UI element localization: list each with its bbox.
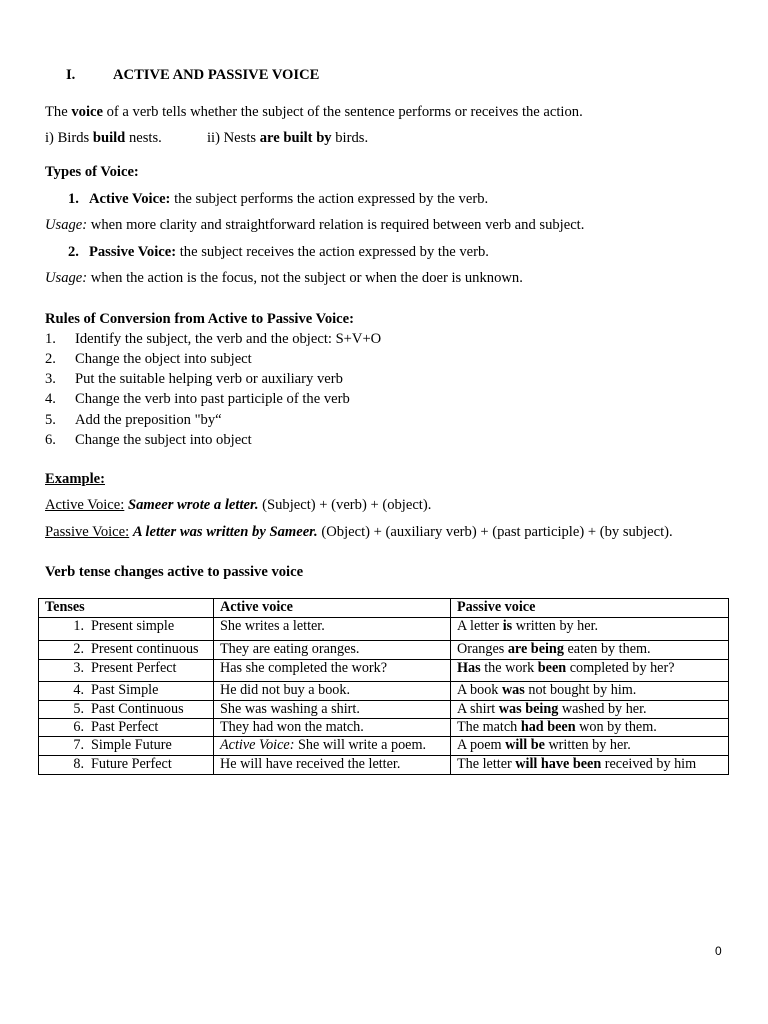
passive-usage-text: when the action is the focus, not the subject or when the doer is unknown. [87, 270, 523, 286]
tense-table [38, 598, 729, 775]
passive-part: A shirt [457, 701, 499, 717]
tense-num: 4. [73, 682, 84, 698]
active-cell-text: She will write a poem. [294, 737, 427, 754]
example-two [207, 130, 368, 148]
active-cell: She writes a letter. [214, 618, 451, 641]
active-cell: She was washing a shirt. [214, 701, 451, 719]
passive-part: washed by her. [558, 701, 647, 717]
example-two-post: birds. [331, 130, 369, 146]
types-heading: Types of Voice: [45, 164, 139, 180]
passive-part: not bought by him. [524, 682, 637, 698]
passive-bold: Has [457, 660, 481, 676]
rule-item [45, 412, 645, 430]
example-active-sentence: Sameer wrote a letter. [127, 497, 259, 513]
rule-item [45, 351, 645, 369]
tense-num: 5. [73, 701, 84, 717]
passive-bold: will have been [515, 756, 602, 773]
passive-part: A poem [457, 737, 506, 754]
passive-cell [451, 641, 729, 660]
example-one [45, 130, 162, 148]
passive-bold: will be [505, 737, 545, 754]
passive-cell [451, 737, 729, 756]
rules-heading: Rules of Conversion from Active to Passive Voice: [45, 311, 354, 327]
header-active-voice: Active voice [214, 599, 451, 618]
example-active-label: Active Voice: [45, 497, 125, 513]
tense-name: Present Perfect [91, 660, 177, 676]
example-active [45, 497, 431, 515]
passive-part: written by her. [544, 737, 631, 754]
passive-usage-label: Usage: [45, 270, 88, 286]
tense-name: Present simple [91, 618, 175, 634]
rule-item [45, 371, 645, 389]
example-two-bold: are built by [259, 130, 332, 146]
passive-part: the work [480, 660, 538, 676]
passive-bold: was being [498, 701, 559, 717]
rule-text: Change the object into subject [75, 351, 252, 367]
tense-cell [39, 660, 214, 682]
example-heading: Example: [45, 471, 105, 487]
passive-part: The match [457, 719, 521, 736]
table-row [39, 756, 729, 775]
passive-cell [451, 660, 729, 682]
rule-num: 3. [45, 371, 56, 387]
rule-item [45, 391, 645, 409]
passive-bold: had been [520, 719, 576, 736]
passive-voice-num: 2. [68, 244, 79, 260]
rule-text: Identify the subject, the verb and the object: S+V+O [75, 331, 382, 347]
example-one-post: nests. [125, 130, 162, 146]
tense-num: 1. [73, 618, 84, 634]
example-one-bold: build [92, 130, 126, 146]
passive-voice-definition [68, 244, 489, 262]
active-voice-num: 1. [68, 191, 79, 207]
header-tenses: Tenses [39, 599, 214, 618]
tense-num: 3. [73, 660, 84, 676]
passive-bold: was [501, 682, 525, 698]
tense-cell [39, 756, 214, 775]
active-voice-text: the subject performs the action expressed by the verb. [170, 191, 489, 207]
tense-name: Simple Future [91, 737, 172, 754]
passive-cell [451, 719, 729, 737]
example-two-pre: ii) Nests [207, 130, 260, 146]
passive-part: eaten by them. [563, 641, 651, 657]
tense-cell [39, 618, 214, 641]
table-row [39, 641, 729, 660]
passive-usage [45, 270, 523, 288]
table-row [39, 701, 729, 719]
passive-bold: are being [507, 641, 564, 657]
rule-num: 1. [45, 331, 56, 347]
table-header-row [39, 599, 729, 618]
intro-bold: voice [71, 104, 103, 120]
rule-item [45, 331, 645, 349]
passive-part: won by them. [575, 719, 657, 736]
example-active-formula: (Subject) + (verb) + (object). [258, 497, 432, 513]
rule-num: 4. [45, 391, 56, 407]
passive-bold: been [537, 660, 567, 676]
passive-part: completed by her? [566, 660, 675, 676]
active-usage-label: Usage: [45, 217, 88, 233]
passive-part: written by her. [512, 618, 599, 634]
active-cell: He will have received the letter. [214, 756, 451, 775]
rule-num: 5. [45, 412, 56, 428]
tense-cell [39, 737, 214, 756]
header-passive-voice: Passive voice [451, 599, 729, 618]
tense-num: 6. [73, 719, 84, 736]
intro-post: of a verb tells whether the subject of the sentence performs or receives the action. [102, 104, 583, 120]
tense-cell [39, 719, 214, 737]
tense-cell [39, 701, 214, 719]
page-number: 0 [715, 944, 722, 958]
active-cell: Has she completed the work? [214, 660, 451, 682]
rule-num: 2. [45, 351, 56, 367]
active-voice-definition [68, 191, 488, 209]
tense-num: 7. [73, 737, 84, 754]
passive-cell [451, 701, 729, 719]
active-cell: They are eating oranges. [214, 641, 451, 660]
rule-text: Put the suitable helping verb or auxiliary verb [75, 371, 343, 387]
active-usage [45, 217, 584, 235]
tense-cell [39, 682, 214, 701]
tense-name: Past Simple [91, 682, 159, 698]
tense-name: Present continuous [91, 641, 199, 657]
table-row [39, 737, 729, 756]
tense-name: Future Perfect [91, 756, 172, 773]
table-caption: Verb tense changes active to passive voice [45, 564, 304, 580]
passive-part: received by him [601, 756, 697, 773]
example-passive-sentence: A letter was written by Sameer. [132, 524, 318, 540]
active-usage-text: when more clarity and straightforward relation is required between verb and subject. [87, 217, 585, 233]
passive-part: Oranges [457, 641, 508, 657]
intro-paragraph [45, 104, 583, 122]
passive-part: A letter [457, 618, 503, 634]
passive-part: A book [457, 682, 502, 698]
rule-text: Change the verb into past participle of the verb [75, 391, 350, 407]
active-cell: He did not buy a book. [214, 682, 451, 701]
passive-cell [451, 682, 729, 701]
table-row [39, 618, 729, 641]
example-one-pre: i) Birds [45, 130, 93, 146]
intro-pre: The [45, 104, 72, 120]
passive-cell [451, 756, 729, 775]
active-cell-label: Active Voice: [220, 737, 295, 754]
table-row [39, 719, 729, 737]
tense-name: Past Continuous [91, 701, 184, 717]
example-passive [45, 524, 673, 542]
section-number: I. [66, 67, 76, 83]
rule-item [45, 432, 645, 450]
active-cell [214, 737, 451, 756]
passive-bold: is [502, 618, 513, 634]
passive-voice-label: Passive Voice: [88, 244, 177, 260]
tense-name: Past Perfect [91, 719, 159, 736]
example-passive-formula: (Object) + (auxiliary verb) + (past participle) + (by subject). [317, 524, 673, 540]
tense-num: 8. [73, 756, 84, 773]
passive-part: The letter [457, 756, 516, 773]
rule-text: Change the subject into object [75, 432, 252, 448]
table-row [39, 682, 729, 701]
rule-num: 6. [45, 432, 56, 448]
passive-cell [451, 618, 729, 641]
table-row [39, 660, 729, 682]
active-voice-label: Active Voice: [88, 191, 171, 207]
tense-cell [39, 641, 214, 660]
section-title: ACTIVE AND PASSIVE VOICE [113, 67, 320, 83]
tense-num: 2. [73, 641, 84, 657]
active-cell: They had won the match. [214, 719, 451, 737]
passive-voice-text: the subject receives the action expressed by the verb. [176, 244, 489, 260]
example-passive-label: Passive Voice: [45, 524, 130, 540]
rule-text: Add the preposition "by“ [75, 412, 222, 428]
